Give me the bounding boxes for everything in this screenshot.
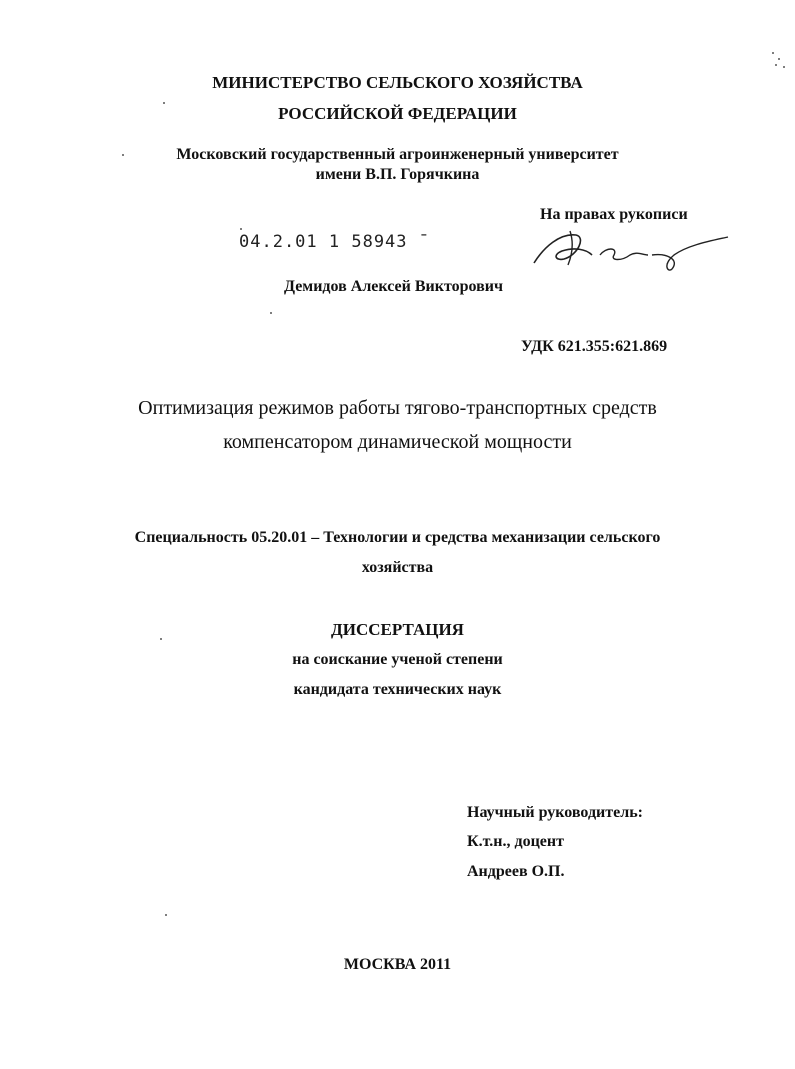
scan-speck [165,914,167,916]
ministry-line-1: МИНИСТЕРСТВО СЕЛЬСКОГО ХОЗЯЙСТВА [212,73,583,92]
scan-speck [778,58,780,60]
document-type-title: ДИССЕРТАЦИЯ [331,620,464,639]
supervisor-label: Научный руководитель: [467,804,643,821]
scan-speck [163,102,165,104]
specialty-line-1: Специальность 05.20.01 – Технологии и средства механизации сельского [134,529,661,546]
university-line-1: Московский государственный агроинженерный университет [176,146,619,163]
author-name: Демидов Алексей Викторович [284,278,503,295]
scan-speck [122,154,124,156]
document-type-line-2: кандидата технических наук [293,681,502,698]
ministry-line-2: РОССИЙСКОЙ ФЕДЕРАЦИИ [278,104,517,123]
scan-speck [160,638,162,640]
scan-speck [270,312,272,314]
scan-speck [783,66,785,68]
title-line-2: компенсатором динамической мощности [223,431,572,453]
specialty-line-2: хозяйства [361,559,434,576]
udc-code: УДК 621.355:621.869 [521,338,668,355]
scan-speck [775,64,777,66]
city-year: МОСКВА 2011 [343,956,452,973]
document-type-line-1: на соискание ученой степени [292,651,503,668]
supervisor-degree: К.т.н., доцент [467,833,564,850]
title-line-1: Оптимизация режимов работы тягово-транспортных средств [138,397,657,419]
registration-number: 04.2.01 1 58943 ˉ [239,232,430,252]
scan-speck [772,52,774,54]
university-line-2: имени В.П. Горячкина [315,166,480,183]
author-signature [530,225,730,277]
scan-speck [240,228,242,230]
supervisor-name: Андреев О.П. [467,863,565,880]
manuscript-rights: На правах рукописи [540,206,688,223]
